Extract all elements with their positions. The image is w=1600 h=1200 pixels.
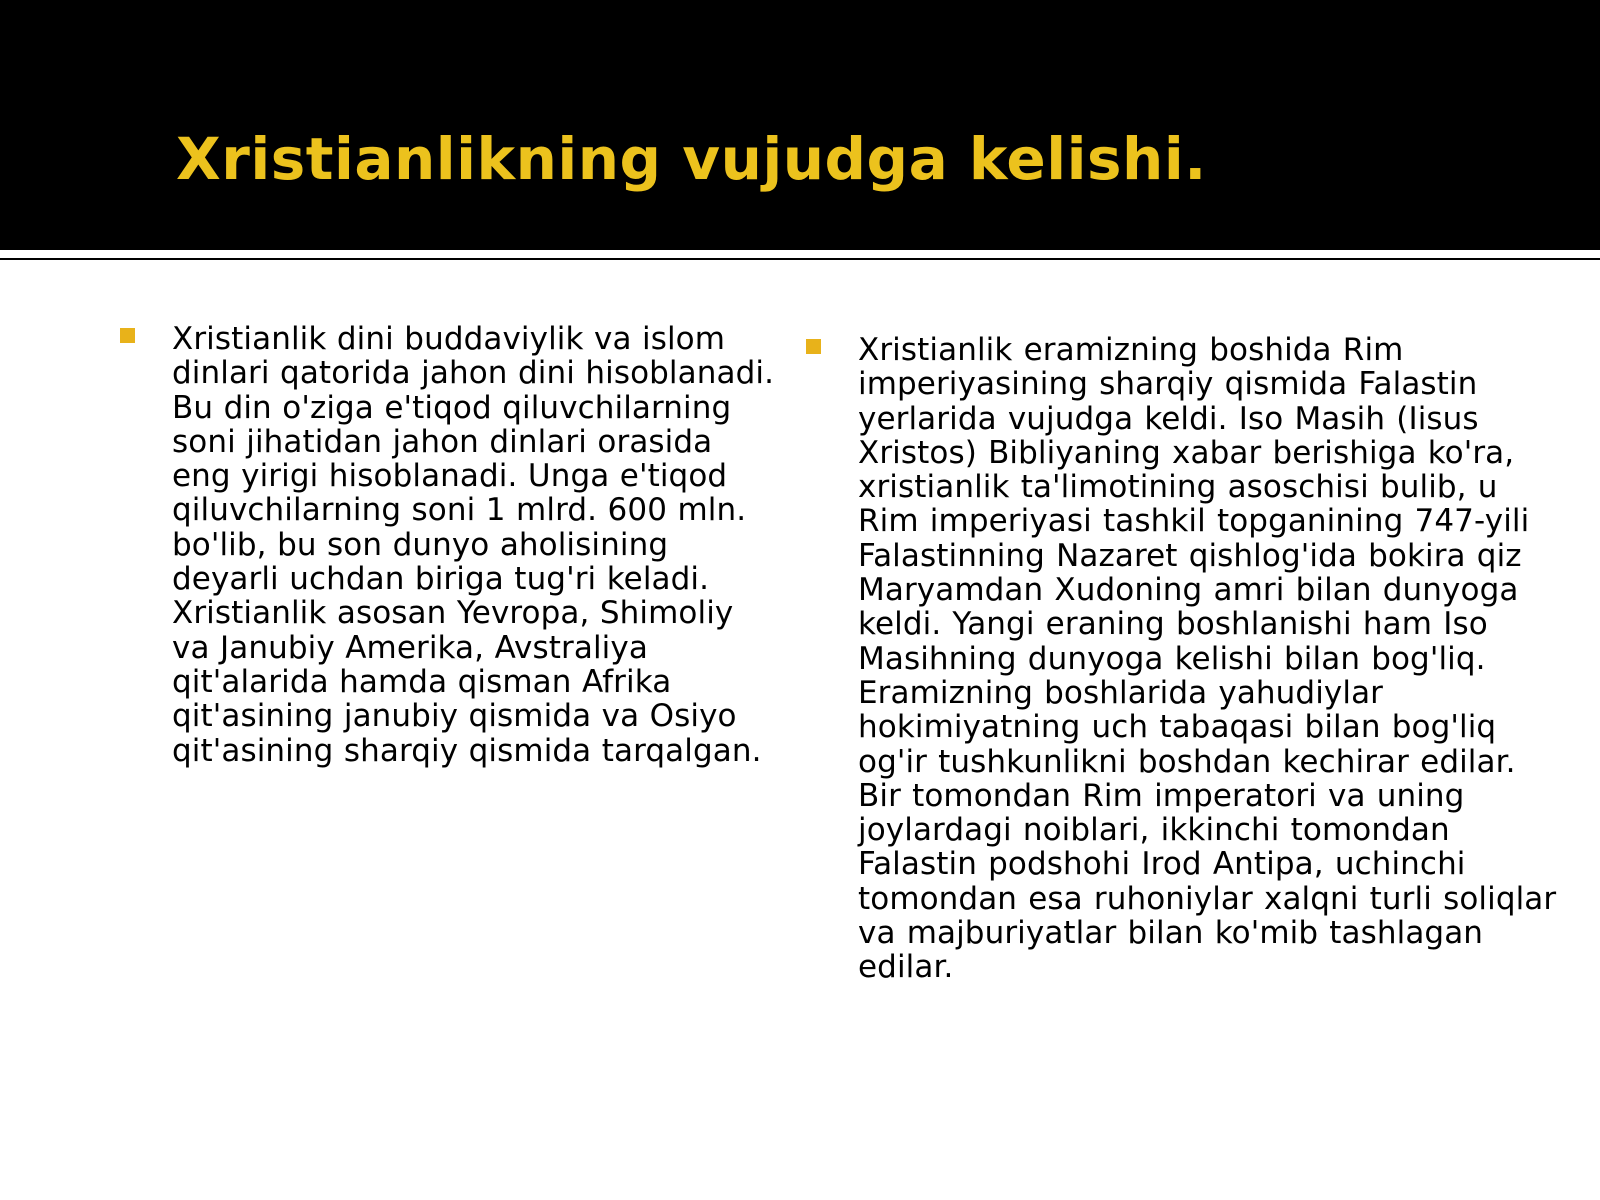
slide-title: Xristianlikning vujudga kelishi.	[176, 125, 1207, 193]
right-column-text: Xristianlik eramizning boshida Rim imperiyasining sharqiy qismida Falastin yerlarida vujudga keldi. Iso Masih (Iisus Xristos) Bibliyaning xabar berishiga ko'ra, xristianlik ta'limotining asoschisi bulib, u Rim imperiyasi tashkil topganining 747-yili Falastinning Nazaret qishlog'ida bokira qiz Maryamdan Xudoning amri bilan dunyoga keldi. Yangi eraning boshlanishi ham Iso Masihning dunyoga kelishi bilan bog'liq. Eramizning boshlarida yahudiylar hokimiyatning uch tabaqasi bilan bog'liq og'ir tushkunlikni boshdan kechirar edilar. Bir tomondan Rim imperatori va uning joylardagi noiblari, ikkinchi tomondan Falastin podshohi Irod Antipa, uchinchi tomondan esa ruhoniylar xalqni turli soliqlar va majburiyatlar bilan ko'mib tashlagan edilar.	[858, 332, 1557, 986]
left-column-text: Xristianlik dini buddaviylik va islom dinlari qatorida jahon dini hisoblanadi. Bu din o'ziga e'tiqod qiluvchilarning soni jihatidan jahon dinlari orasida eng yirigi hisoblanadi. Unga e'tiqod qiluvchilarning soni 1 mlrd. 600 mln. bo'lib, bu son dunyo aholisining deyarli uchdan biriga tug'ri keladi. Xristianlik asosan Yevropa, Shimoliy va Janubiy Amerika, Avstraliya qit'alarida hamda qisman Afrika qit'asining janubiy qismida va Osiyo qit'asining sharqiy qismida tarqalgan.	[172, 321, 775, 769]
square-bullet-icon	[806, 339, 821, 354]
square-bullet-icon	[120, 328, 135, 343]
left-column	[120, 322, 780, 768]
title-band	[0, 0, 1600, 250]
title-divider	[0, 258, 1600, 260]
right-column	[806, 333, 1566, 985]
